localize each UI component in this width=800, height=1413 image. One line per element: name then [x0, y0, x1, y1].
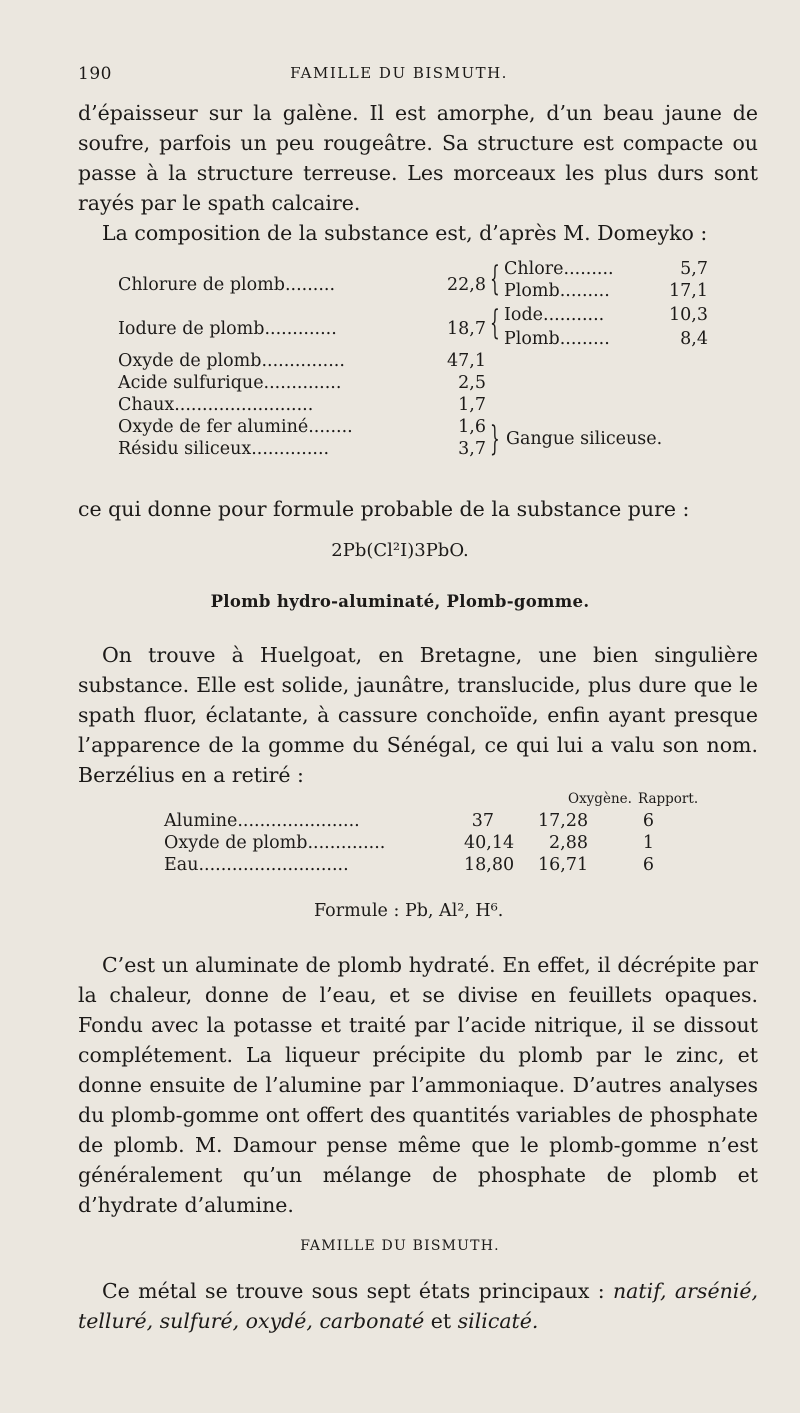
sub-row-label: Iode........... [504, 305, 605, 325]
table-row-value: 47,1 [447, 351, 486, 371]
ratio-value: 1 [642, 833, 654, 853]
brace-icon: } [490, 419, 500, 459]
paragraph-5: C’est un aluminate de plomb hydraté. En effet, il décrépite par la chaleur, donne de l’eau, et se divise en feuillets opaques. Fondu avec la potasse et traité par l’acide nitrique, il se dissout complétement. La liqueur précipite du plomb par le zinc, et donne ensuite de l’alumine par l’ammoniaque. D’autres analyses du plomb-gomme ont offert des quantités variables de phosphate de plomb. M. Damour pense même que le plomb-gomme n’est généralement qu’un mélange de phosphate de plomb et d’hydrate d’alumine. [78, 953, 758, 1217]
table-row-value: 1,7 [458, 395, 486, 415]
oxygen-value: 16,71 [538, 855, 589, 875]
sub-row-value: 10,3 [669, 305, 708, 325]
paragraph-3: ce qui donne pour formule probable de la substance pure : [78, 497, 690, 521]
formula-2 [314, 902, 503, 921]
sub-row-label: Chlore......... [504, 259, 614, 279]
formula-value: Pb, Al², H⁶. [404, 901, 504, 921]
paragraph-6-states: natif, arsénié, telluré, sulfuré, oxydé, carbonaté [78, 1279, 758, 1333]
paragraph-6-and: et [430, 1309, 452, 1333]
table-row-value: 22,8 [447, 275, 486, 295]
paragraph-6-last: silicaté. [457, 1309, 539, 1333]
sub-row-label: Plomb......... [504, 281, 610, 301]
table-row-label: Acide sulfurique.............. [118, 373, 342, 393]
ratio-value: 6 [642, 811, 654, 831]
oxygen-value: 2,88 [549, 833, 588, 853]
table-row-value: 37 [471, 811, 494, 831]
page-number: 190 [78, 64, 112, 84]
running-header [78, 64, 760, 88]
paragraph-6 [78, 1276, 758, 1336]
table-row-label: Chaux......................... [118, 395, 314, 415]
paragraph-1: d’épaisseur sur la galène. Il est amorphe, d’un beau jaune de soufre, parfois un peu rougeâtre. Sa structure est compacte ou passe à la structure terreuse. Les morceaux les plus durs sont rayés par le spath calcaire. [78, 101, 758, 215]
paragraph-4: On trouve à Huelgoat, en Bretagne, une bien singulière substance. Elle est solide, jaunâtre, translucide, plus dure que le spath fluor, éclatante, à cassure conchoïde, enfin ayant presque l’apparence de la gomme du Sénégal, ce qui lui a valu son nom. Berzélius en a retiré : [78, 643, 758, 787]
sub-row-value: 8,4 [680, 329, 708, 349]
formula-label: Formule : [314, 901, 400, 921]
sub-row-value: 5,7 [680, 259, 708, 279]
table-row-label: Résidu siliceux.............. [118, 439, 330, 459]
section-heading: Plomb hydro-aluminaté, Plomb-gomme. [210, 592, 590, 611]
oxygen-value: 17,28 [538, 811, 589, 831]
table-row-label: Oxyde de fer aluminé........ [118, 417, 353, 437]
sub-row-value: 17,1 [669, 281, 708, 301]
ratio-value: 6 [642, 855, 654, 875]
brace-icon: { [490, 303, 500, 343]
table-row-value: 1,6 [458, 417, 486, 437]
paragraph-6-intro: Ce métal se trouve sous sept états principaux : [102, 1279, 605, 1303]
column-header-oxygen: Oxygène. [568, 791, 632, 807]
table-row-value: 2,5 [458, 373, 486, 393]
chapter-subheading: FAMILLE DU BISMUTH. [300, 1238, 500, 1254]
table-row-label: Chlorure de plomb......... [118, 275, 336, 295]
formula-1: 2Pb(Cl²I)3PbO. [331, 540, 469, 561]
table-row-label: Iodure de plomb............. [118, 319, 337, 339]
sub-row-label: Plomb......... [504, 329, 610, 349]
brace-icon: { [490, 259, 500, 299]
table-row-label: Alumine...................... [164, 811, 360, 831]
table-row-label: Oxyde de plomb.............. [164, 833, 386, 853]
table-row-value: 40,14 [464, 833, 515, 853]
running-title: FAMILLE DU BISMUTH. [290, 64, 508, 82]
gangue-label: Gangue siliceuse. [506, 429, 663, 449]
paragraph-2: La composition de la substance est, d’après M. Domeyko : [102, 221, 708, 245]
table-row-value: 18,7 [447, 319, 486, 339]
composition-table [118, 258, 718, 473]
table-row-label: Eau........................... [164, 855, 349, 875]
table-row-value: 3,7 [458, 439, 486, 459]
analysis-table [164, 790, 724, 930]
table-row-label: Oxyde de plomb............... [118, 351, 345, 371]
table-row-value: 18,80 [464, 855, 515, 875]
column-header-ratio: Rapport. [638, 791, 699, 807]
